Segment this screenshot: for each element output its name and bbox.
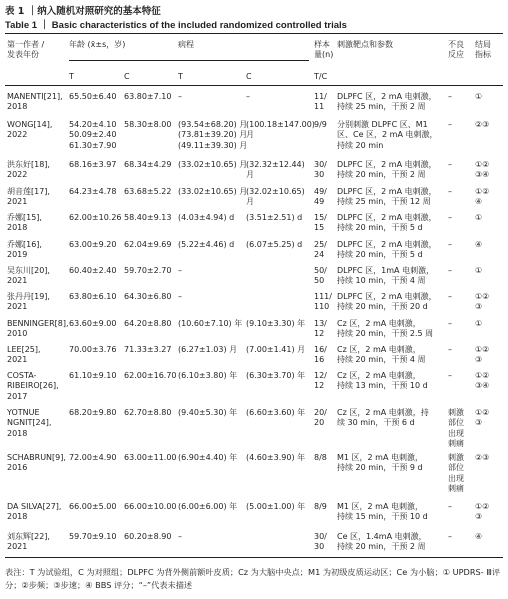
row-course-c: 月: [246, 130, 254, 140]
header-bottom-rule: [5, 85, 503, 86]
row-age-c: 58.40±9.13: [124, 213, 172, 222]
row-course-t: (5.22±4.46) d: [178, 240, 235, 249]
row-age-c: 62.70±8.80: [124, 408, 172, 417]
row-author: SCHABRUN[9],: [7, 453, 66, 462]
row-adverse: 出现: [448, 473, 464, 483]
row-author: YOTNUE: [7, 408, 40, 417]
row-outcome: ①: [475, 319, 483, 328]
row-stimulation: DLPFC 区，2 mA 电刺激，: [337, 160, 437, 169]
header-author: 第一作者 /: [7, 40, 45, 49]
row-author: 2022: [7, 130, 28, 140]
row-stimulation: DLPFC 区，2 mA 电刺激，: [337, 187, 437, 196]
row-age-t: 63.00±9.20: [69, 240, 117, 249]
row-age-t: 50.09±2.40: [69, 130, 117, 140]
row-author: 2016: [7, 463, 28, 473]
row-sample-size: 49/: [314, 187, 327, 196]
row-age-c: 66.00±10.00: [124, 502, 177, 511]
row-sample-size: 12: [314, 381, 325, 391]
row-stimulation: 持续 20 min: [337, 140, 384, 150]
table-top-rule: [5, 33, 503, 34]
row-outcome: ①: [475, 266, 483, 275]
row-adverse: –: [448, 92, 452, 101]
row-course-t: (93.54±68.20) 月: [178, 120, 248, 129]
row-sample-size: 15: [314, 223, 325, 233]
row-author: 洪东好[18],: [7, 160, 50, 169]
row-age-t: 63.60±9.00: [69, 319, 117, 328]
row-course-t: (73.81±39.20) 月: [178, 130, 248, 140]
row-course-c: –: [246, 92, 250, 101]
row-sample-size: 30: [314, 170, 325, 180]
row-stimulation: DLPFC 区，2 mA 电刺激，: [337, 213, 437, 222]
row-sample-size: 50: [314, 276, 325, 286]
table-bottom-rule: [5, 557, 503, 558]
header-sample-sub: T/C: [314, 72, 328, 81]
row-sample-size: 16/: [314, 345, 327, 354]
row-age-t: 65.50±6.40: [69, 92, 117, 101]
header-course-t: T: [178, 72, 183, 81]
row-stimulation: 分别刺激 DLPFC 区、M1: [337, 120, 428, 129]
row-outcome: ①②: [475, 187, 490, 196]
header-adverse: 不良: [448, 40, 464, 49]
row-sample-size: 8/8: [314, 453, 327, 462]
row-age-c: 60.20±8.90: [124, 532, 172, 541]
row-adverse: –: [448, 345, 452, 354]
row-stimulation: DLPFC 区，2 mA 电刺激，: [337, 292, 437, 301]
row-course-c: 月: [246, 197, 254, 207]
row-course-c: (3.51±2.51) d: [246, 213, 303, 222]
row-author: 2018: [7, 428, 28, 438]
row-age-t: 68.16±3.97: [69, 160, 117, 169]
row-age-t: 54.20±4.10: [69, 120, 117, 129]
row-age-c: 63.68±5.22: [124, 187, 172, 196]
row-author: 2021: [7, 302, 28, 312]
row-age-t: 68.20±9.80: [69, 408, 117, 417]
row-age-c: 71.33±3.27: [124, 345, 172, 354]
row-stimulation: 持续 20 min，干预 20 d: [337, 302, 428, 312]
row-stimulation: 持续 13 min，干预 10 d: [337, 381, 428, 391]
row-adverse: 刺痛: [448, 484, 464, 494]
row-course-t: (6.27±1.03) 月: [178, 345, 238, 354]
row-stimulation: Cz 区，2 mA 电刺激，持: [337, 408, 429, 417]
row-adverse: 部位: [448, 463, 464, 473]
row-course-c: (6.07±5.25) d: [246, 240, 303, 249]
row-sample-size: 24: [314, 250, 325, 260]
row-stimulation: 持续 20 min，干预 2 周: [337, 170, 426, 180]
row-outcome: ①②: [475, 371, 490, 380]
row-age-t: 61.30±7.90: [69, 140, 117, 150]
header-outcome: 结局: [475, 40, 491, 49]
header-age: 年龄 (x̄±s，岁): [69, 40, 126, 49]
row-sample-size: 111/: [314, 292, 332, 301]
row-author: 张丹丹[19],: [7, 292, 50, 301]
header-group-rule: [69, 60, 309, 61]
row-age-t: 70.00±3.76: [69, 345, 117, 354]
row-age-c: 62.04±9.69: [124, 240, 172, 249]
row-stimulation: Cz 区，2 mA 电刺激，: [337, 345, 421, 354]
row-outcome: ①: [475, 213, 483, 222]
row-sample-size: 30: [314, 542, 325, 552]
row-stimulation: 持续 25 min，干预 12 周: [337, 197, 431, 207]
row-adverse: –: [448, 120, 452, 129]
row-outcome: ①②: [475, 408, 490, 417]
row-course-c: (6.60±3.60) 年: [246, 408, 306, 417]
row-stimulation: Cz 区，2 mA 电刺激，: [337, 319, 421, 328]
row-stimulation: DLPFC 区，2 mA 电刺激，: [337, 240, 437, 249]
header-course: 病程: [178, 40, 194, 49]
row-author: 2018: [7, 512, 28, 522]
row-course-t: (6.00±6.00) 年: [178, 502, 238, 511]
row-sample-size: 12/: [314, 371, 327, 380]
row-age-c: 58.30±8.00: [124, 120, 172, 129]
row-outcome: ④: [475, 240, 483, 249]
row-stimulation: M1 区，2 mA 电刺激，: [337, 502, 423, 511]
row-sample-size: 13/: [314, 319, 327, 328]
row-author: 2018: [7, 102, 28, 112]
row-stimulation: 持续 10 min，干预 4 周: [337, 276, 426, 286]
row-course-c: (5.00±1.00) 年: [246, 502, 306, 511]
row-age-c: 68.34±4.29: [124, 160, 172, 169]
row-stimulation: 续 30 min，干预 6 d: [337, 418, 415, 428]
row-stimulation: 持续 20 min，干预 4 周: [337, 355, 426, 365]
header-age-t: T: [69, 72, 74, 81]
row-author: RIBEIRO[26],: [7, 381, 59, 391]
row-adverse: –: [448, 292, 452, 301]
row-sample-size: 12: [314, 329, 325, 339]
row-author: DA SILVA[27],: [7, 502, 62, 511]
row-author: BENNINGER[8],: [7, 319, 69, 328]
row-adverse: –: [448, 240, 452, 249]
row-sample-size: 11: [314, 102, 325, 112]
row-adverse: –: [448, 371, 452, 380]
row-stimulation: 持续 20 min，干预 5 d: [337, 223, 423, 233]
row-stimulation: DLPFC 区，1mA 电刺激，: [337, 266, 435, 275]
header-sample-size: 样本: [314, 40, 330, 49]
row-course-t: (33.02±10.65) 月: [178, 187, 248, 196]
header-adverse: 反应: [448, 50, 464, 60]
row-outcome: ③: [475, 355, 483, 365]
row-outcome: ③: [475, 418, 483, 428]
row-adverse: –: [448, 266, 452, 275]
row-author: MANENTI[21],: [7, 92, 63, 101]
row-age-t: 63.80±6.10: [69, 292, 117, 301]
row-sample-size: 30/: [314, 532, 327, 541]
row-age-c: 63.80±7.10: [124, 92, 172, 101]
row-sample-size: 11/: [314, 92, 327, 101]
header-age-c: C: [124, 72, 130, 81]
row-adverse: 刺激: [448, 453, 464, 462]
row-adverse: –: [448, 502, 452, 511]
row-course-t: –: [178, 292, 182, 301]
row-author: 2021: [7, 542, 28, 552]
row-stimulation: DLPFC 区，2 mA 电刺激，: [337, 92, 437, 101]
row-sample-size: 110: [314, 302, 330, 312]
row-course-c: (32.32±12.44): [246, 160, 305, 169]
row-stimulation: Cz 区，2 mA 电刺激，: [337, 371, 421, 380]
row-course-t: (6.10±3.80) 年: [178, 371, 238, 380]
row-age-t: 72.00±4.90: [69, 453, 117, 462]
row-age-c: 64.30±6.80: [124, 292, 172, 301]
row-author: 2019: [7, 250, 28, 260]
row-course-c: 月: [246, 170, 254, 180]
row-course-t: (10.60±7.10) 年: [178, 319, 243, 328]
row-stimulation: 持续 20 min，干预 2.5 周: [337, 329, 434, 339]
row-adverse: 部位: [448, 418, 464, 428]
row-author: 刘东辉[22],: [7, 532, 50, 541]
row-stimulation: 持续 20 min，干预 2 周: [337, 542, 426, 552]
row-sample-size: 20: [314, 418, 325, 428]
header-sample-size: 量(n): [314, 50, 334, 60]
row-stimulation: 持续 25 min，干预 2 周: [337, 102, 426, 112]
row-sample-size: 16: [314, 355, 325, 365]
row-outcome: ①: [475, 92, 483, 101]
row-adverse: 出现: [448, 428, 464, 438]
row-author: WONG[14],: [7, 120, 53, 129]
row-sample-size: 50/: [314, 266, 327, 275]
row-course-c: (4.60±3.90) 年: [246, 453, 306, 462]
row-author: NGNIT[24],: [7, 418, 52, 428]
row-author: 乔娜[16],: [7, 240, 42, 249]
row-sample-size: 9/9: [314, 120, 327, 129]
row-stimulation: 持续 15 min，干预 10 d: [337, 512, 428, 522]
row-course-c: (9.10±3.30) 年: [246, 319, 306, 328]
row-stimulation: Ce 区，1.4mA 电刺激，: [337, 532, 427, 541]
row-course-t: –: [178, 92, 182, 101]
row-outcome: ①②: [475, 345, 490, 354]
row-course-c: (7.00±1.41) 月: [246, 345, 306, 354]
row-age-c: 62.00±16.70: [124, 371, 177, 380]
row-age-c: 63.00±11.00: [124, 453, 177, 462]
row-author: 2021: [7, 197, 28, 207]
row-age-t: 64.23±4.78: [69, 187, 117, 196]
row-age-t: 61.10±9.10: [69, 371, 117, 380]
row-author: 2017: [7, 391, 28, 401]
row-sample-size: 49: [314, 197, 325, 207]
row-outcome: ③: [475, 512, 483, 522]
row-adverse: –: [448, 187, 452, 196]
row-outcome: ①②: [475, 502, 490, 511]
row-age-c: 64.20±8.80: [124, 319, 172, 328]
row-adverse: –: [448, 213, 452, 222]
row-author: 2018: [7, 223, 28, 233]
row-stimulation: 持续 20 min，干预 5 d: [337, 250, 423, 260]
row-outcome: ③: [475, 302, 483, 312]
row-stimulation: 区、Ce 区，2 mA 电刺激，: [337, 130, 438, 140]
row-course-t: (49.11±39.30) 月: [178, 140, 248, 150]
row-author: 2021: [7, 355, 28, 365]
row-outcome: ④: [475, 197, 483, 207]
row-adverse: –: [448, 532, 452, 541]
row-course-t: (4.03±4.94) d: [178, 213, 235, 222]
table-caption-cn: 表 1 ｜纳入随机对照研究的基本特征: [5, 6, 161, 17]
row-stimulation: M1 区，2 mA 电刺激，: [337, 453, 423, 462]
row-author: 胡音莲[17],: [7, 187, 50, 196]
row-age-t: 62.00±10.26: [69, 213, 122, 222]
row-outcome: ③④: [475, 170, 490, 180]
row-course-c: (6.30±3.70) 年: [246, 371, 306, 380]
row-author: 乔娜[15],: [7, 213, 42, 222]
row-author: COSTA-: [7, 371, 37, 380]
row-author: 2022: [7, 170, 28, 180]
row-sample-size: 15/: [314, 213, 327, 222]
header-stimulation: 刺激靶点和参数: [337, 40, 393, 49]
row-sample-size: 30/: [314, 160, 327, 169]
row-adverse: 刺激: [448, 408, 464, 417]
row-author: 吴东川[20],: [7, 266, 50, 275]
row-author: 2010: [7, 329, 28, 339]
table-caption-en: Table 1 ｜ Basic characteristics of the included randomized controlled trials: [5, 20, 347, 31]
header-author: 发表年份: [7, 50, 39, 60]
row-age-t: 59.70±9.10: [69, 532, 117, 541]
row-course-c: (32.02±10.65): [246, 187, 305, 196]
header-course-c: C: [246, 72, 252, 81]
header-outcome: 指标: [475, 50, 491, 60]
row-author: 2021: [7, 276, 28, 286]
row-age-t: 60.40±2.40: [69, 266, 117, 275]
row-adverse: 刺痛: [448, 439, 464, 449]
row-outcome: ②③: [475, 453, 490, 462]
row-adverse: –: [448, 319, 452, 328]
row-author: LEE[25],: [7, 345, 41, 354]
row-sample-size: 25/: [314, 240, 327, 249]
row-outcome: ①②: [475, 160, 490, 169]
row-outcome: ②③: [475, 120, 490, 129]
row-sample-size: 8/9: [314, 502, 327, 511]
row-stimulation: 持续 20 min，干预 9 d: [337, 463, 423, 473]
row-course-t: (6.90±4.40) 年: [178, 453, 238, 462]
row-course-t: –: [178, 532, 182, 541]
row-adverse: –: [448, 160, 452, 169]
row-outcome: ④: [475, 532, 483, 541]
table-note: 表注：T 为试验组，C 为对照组；DLPFC 为背外侧前额叶皮质；Cz 为大脑中央点；M1 为初级皮质运动区；Ce 为小脑；① UPDRS- Ⅲ评分；②步频；③步速；④ BBS 评分；“–”代表未描述: [5, 567, 501, 590]
row-sample-size: 20/: [314, 408, 327, 417]
row-course-t: (33.02±10.65) 月: [178, 160, 248, 169]
row-age-t: 66.00±5.00: [69, 502, 117, 511]
row-outcome: ①②: [475, 292, 490, 301]
row-course-t: (9.40±5.30) 年: [178, 408, 238, 417]
row-course-c: (100.18±147.00): [246, 120, 315, 129]
row-outcome: ③④: [475, 381, 490, 391]
row-course-t: –: [178, 266, 182, 275]
row-age-c: 59.70±2.70: [124, 266, 172, 275]
